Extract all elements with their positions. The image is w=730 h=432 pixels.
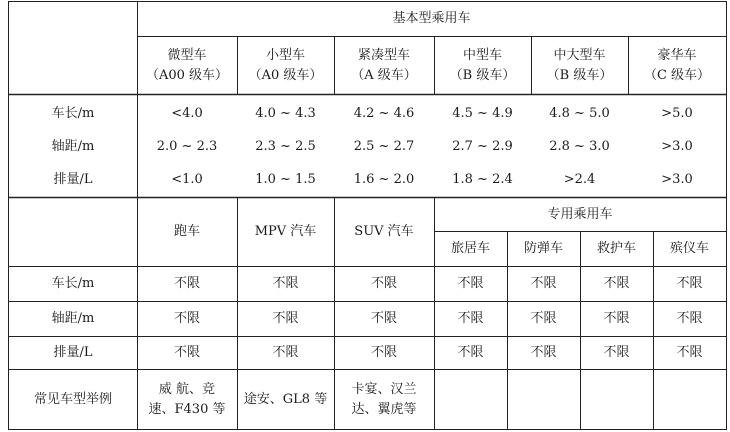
type-grade: （B 级车） [546,67,613,83]
type-header-midsize [434,37,531,94]
type-header-mini [137,37,237,94]
length-cell: 4.0 ~ 4.3 [255,106,316,121]
unlimited-cell: 不限 [457,276,484,291]
unlimited-cell: 不限 [272,276,299,291]
displacement-cell: >2.4 [563,172,596,187]
unlimited-cell: 不限 [530,345,557,360]
unlimited-cell: 不限 [603,345,630,360]
special-type-rv: 旅居车 [450,241,490,256]
row-label-wheelbase: 轴距/m [51,139,95,154]
example-mpv: 途安、GL8 等 [243,391,328,407]
group-header-special: 专用乘用车 [547,206,613,222]
type-name: 中型车 [462,47,502,63]
example-sports: 威 航、竞 速、F430 等 [148,381,226,417]
type-header-suv: SUV 汽车 [354,224,414,239]
unlimited-cell: 不限 [457,311,484,326]
unlimited-cell: 不限 [272,311,299,326]
type-name: 中大型车 [553,47,606,63]
type-name: 小型车 [265,47,305,63]
wheelbase-cell: 2.3 ~ 2.5 [255,139,316,154]
length-cell: 4.2 ~ 4.6 [353,106,415,121]
length-cell: 4.5 ~ 4.9 [452,106,513,121]
row-label-length: 车长/m [51,276,95,291]
unlimited-cell: 不限 [530,276,557,291]
type-header-mpv: MPV 汽车 [254,224,317,239]
example-suv: 卡宴、汉兰 达、翼虎等 [351,381,417,417]
group-header-basic: 基本型乘用车 [392,11,471,26]
type-name: 豪华车 [657,47,697,63]
type-header-small [237,37,334,94]
type-grade: （A0 级车） [248,67,323,83]
length-cell: 4.8 ~ 5.0 [549,106,610,121]
row-label-length: 车长/m [51,106,95,121]
unlimited-cell: 不限 [173,276,200,291]
type-name: 紧凑型车 [357,47,410,63]
special-type-armored: 防弹车 [523,241,563,256]
wheelbase-cell: 2.7 ~ 2.9 [452,139,513,154]
displacement-cell: 1.0 ~ 1.5 [255,172,316,187]
unlimited-cell: 不限 [530,311,557,326]
unlimited-cell: 不限 [173,345,200,360]
unlimited-cell: 不限 [457,345,484,360]
displacement-cell: 1.6 ~ 2.0 [353,172,415,187]
type-grade: （A 级车） [351,67,417,83]
unlimited-cell: 不限 [676,311,703,326]
row-label-displacement: 排量/L [53,172,93,187]
unlimited-cell: 不限 [603,311,630,326]
unlimited-cell: 不限 [676,276,703,291]
wheelbase-cell: >3.0 [661,139,693,154]
unlimited-cell: 不限 [272,345,299,360]
length-cell: <4.0 [171,106,203,121]
type-header-compact [334,37,434,94]
row-label-displacement: 排量/L [53,345,93,360]
row-label-examples: 常见车型举例 [33,391,112,407]
type-header-large-mid [531,37,628,94]
row-label-wheelbase: 轴距/m [51,311,95,326]
displacement-cell: <1.0 [171,172,203,187]
displacement-cell: 1.8 ~ 2.4 [452,172,513,187]
type-grade: （C 级车） [643,67,711,83]
type-header-sports: 跑车 [173,224,200,239]
displacement-cell: >3.0 [661,172,693,187]
wheelbase-cell: 2.0 ~ 2.3 [156,139,218,154]
unlimited-cell: 不限 [173,311,200,326]
unlimited-cell: 不限 [603,276,630,291]
type-name: 微型车 [167,47,207,63]
special-type-hearse: 殡仪车 [669,241,709,256]
special-type-ambulance: 救护车 [596,241,636,256]
wheelbase-cell: 2.5 ~ 2.7 [353,139,415,154]
type-grade: （B 级车） [449,67,516,83]
type-header-luxury [628,37,726,94]
length-cell: >5.0 [661,106,693,121]
unlimited-cell: 不限 [370,276,397,291]
unlimited-cell: 不限 [676,345,703,360]
unlimited-cell: 不限 [370,345,397,360]
wheelbase-cell: 2.8 ~ 3.0 [549,139,610,154]
type-grade: （A00 级车） [145,67,229,83]
unlimited-cell: 不限 [370,311,397,326]
